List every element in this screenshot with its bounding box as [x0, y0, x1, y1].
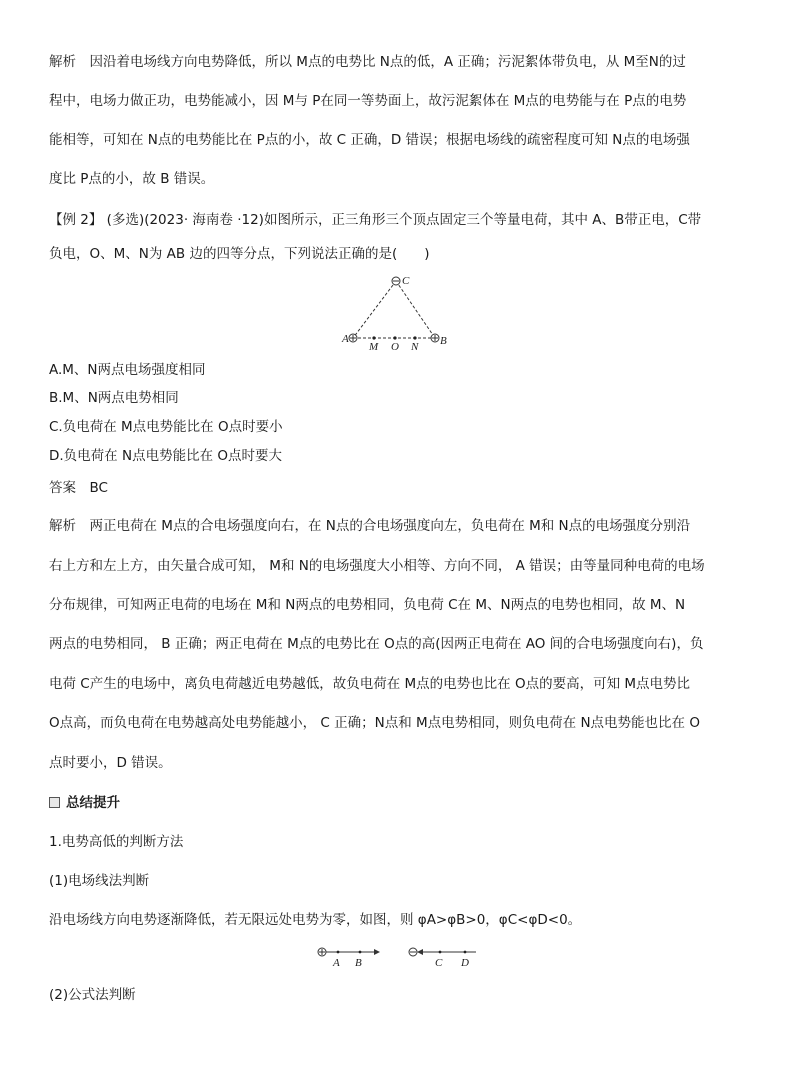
summary-sub-2: (2)公式法判断 — [49, 987, 136, 1003]
summary-heading-text: 总结提升 — [66, 795, 120, 811]
analysis2-line-6: O点高，而负电荷在电势越高处电势能越小， C 正确；N点和 M点电势相同，则负电荷在 N点电势能也比在 O — [49, 715, 700, 731]
label-b: B — [440, 335, 447, 347]
field-label-d: D — [461, 957, 469, 969]
summary-point-1: 1.电势高低的判断方法 — [49, 834, 184, 850]
label-m: M — [369, 341, 379, 352]
example2-line-2: 负电，O、M、N为 AB 边的四等分点，下列说法正确的是( ) — [49, 246, 430, 262]
label-a: A — [342, 333, 349, 345]
analysis2-line-1: 解析 两正电荷在 M点的合电场强度向右，在 N点的合电场强度向左，负电荷在 M和 N点的电场强度分别沿 — [49, 518, 691, 534]
option-a: A.M、N两点电场强度相同 — [49, 362, 206, 378]
analysis2-line-5: 电荷 C产生的电场中，离负电荷越近电势越低，故负电荷在 M点的电势也比在 O点的要高，可知 M点电势比 — [49, 676, 691, 692]
example2-line-1: 【例 2】 (多选)(2023· 海南卷 ·12)如图所示，正三角形三个顶点固定三个等量电荷，其中 A、B带正电，C带 — [49, 212, 702, 228]
field-label-c: C — [435, 957, 443, 969]
field-label-b: B — [355, 957, 362, 969]
summary-sub-1: (1)电场线法判断 — [49, 873, 150, 889]
option-b: B.M、N两点电势相同 — [49, 390, 179, 406]
analysis1-line-1: 解析 因沿着电场线方向电势降低，所以 M点的电势比 N点的低，A 正确；污泥絮体带负电，从 M至N的过 — [49, 54, 686, 70]
summary-rule-text: 沿电场线方向电势逐渐降低，若无限远处电势为零，如图，则 φA>φB>0，φC<φD<0。 — [49, 912, 582, 928]
summary-box-icon — [49, 797, 60, 808]
label-c: C — [402, 275, 410, 287]
analysis1-line-4: 度比 P点的小，故 B 错误。 — [49, 171, 215, 187]
analysis2-line-4: 两点的电势相同， B 正确；两正电荷在 M点的电势比在 O点的高(因两正电荷在 AO 间的合电场强度向右)，负 — [49, 636, 704, 652]
triangle-charge-figure — [340, 272, 455, 352]
analysis1-line-3: 能相等，可知在 N点的电势能比在 P点的小，故 C 正确，D 错误；根据电场线的疏密程度可知 N点的电场强 — [49, 132, 690, 148]
analysis1-line-2: 程中，电场力做正功，电势能减小，因 M与 P在同一等势面上，故污泥絮体在 M点的电势能与在 P点的电势 — [49, 93, 687, 109]
label-n: N — [411, 341, 419, 352]
analysis2-line-3: 分布规律，可知两正电荷的电场在 M和 N两点的电势相同，负电荷 C在 M、N两点的电势也相同，故 M、N — [49, 597, 686, 613]
answer: 答案 BC — [49, 480, 108, 496]
field-line-figure — [312, 944, 482, 970]
analysis2-line-7: 点时要小，D 错误。 — [49, 755, 172, 771]
analysis2-line-2: 右上方和左上方，由矢量合成可知， M和 N的电场强度大小相等、方向不同， A 错误；由等量同种电荷的电场 — [49, 558, 705, 574]
option-c: C.负电荷在 M点电势能比在 O点时要小 — [49, 419, 283, 435]
summary-heading — [49, 793, 749, 813]
option-d: D.负电荷在 N点电势能比在 O点时要大 — [49, 448, 282, 464]
field-label-a: A — [333, 957, 340, 969]
label-o: O — [391, 341, 399, 352]
